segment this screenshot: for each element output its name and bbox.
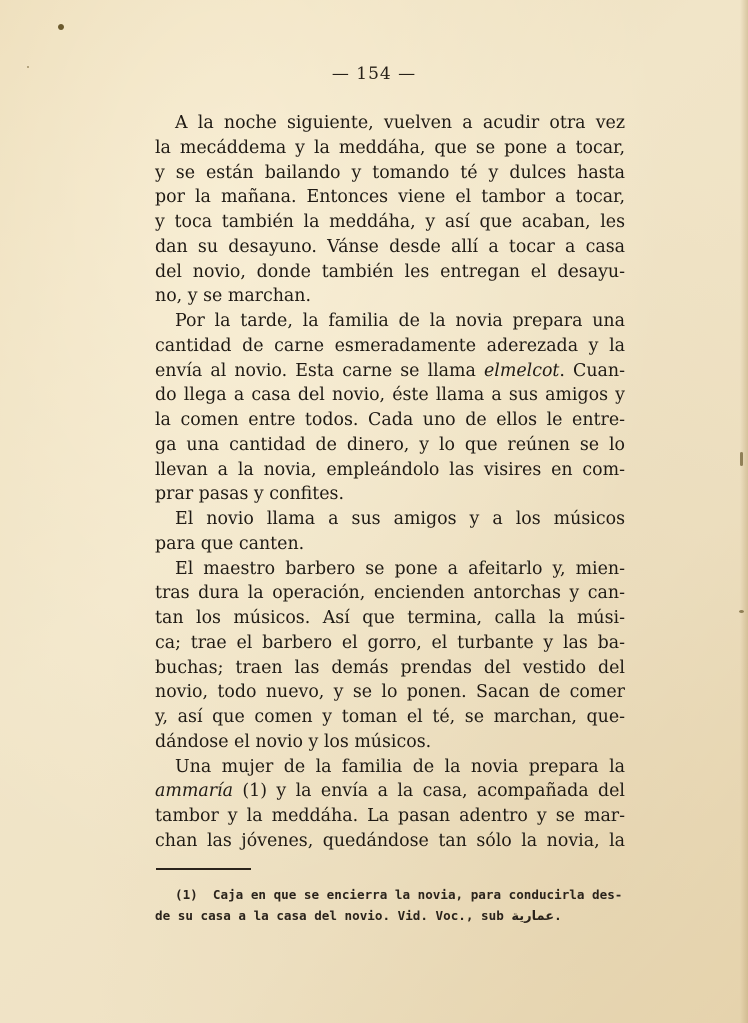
- text-segment: (1) y la envía a la casa, acompañada del: [232, 781, 625, 802]
- text-line: El maestro barbero se pone a afeitarlo y, mien-: [175, 558, 625, 579]
- text-line: y se están bailando y tomando té y dulces hasta: [155, 162, 625, 183]
- text-line: para que canten.: [155, 533, 305, 554]
- text-line: prar pasas y confites.: [155, 484, 344, 505]
- text-line: ga una cantidad de dinero, y lo que reúnen se lo: [155, 434, 625, 455]
- text-line: cantidad de carne esmeradamente aderezada y la: [155, 335, 625, 356]
- text-line: Por la tarde, la familia de la novia prepara una: [175, 311, 625, 331]
- text-line: por la mañana. Entonces viene el tambor a tocar,: [155, 187, 625, 208]
- italic-term: elmelcot: [484, 360, 560, 381]
- footnote-line: [155, 884, 625, 905]
- text-line: dan su desayuno. Vánse desde allí a tocar a casa: [155, 236, 625, 257]
- text-line: do llega a casa del novio, éste llama a sus amigos y: [155, 385, 625, 406]
- text-line: [155, 779, 625, 804]
- paper-speck: [58, 24, 64, 30]
- text-line: chan las jóvenes, quedándose tan sólo la novia, la: [155, 830, 625, 851]
- footnote-marker: (1): [175, 887, 198, 902]
- footnote-line: [155, 905, 625, 927]
- text-line: tras dura la operación, encienden antorchas y can-: [155, 583, 625, 604]
- text-line: no, y se marchan.: [155, 286, 312, 307]
- arabic-term: عمارية: [511, 909, 555, 924]
- footnote-divider: [156, 868, 251, 870]
- text-line: [155, 359, 625, 384]
- text-line: novio, todo nuevo, y se lo ponen. Sacan de comer: [155, 682, 625, 703]
- italic-term: ammaría: [155, 781, 233, 802]
- footnote-text: de su casa a la casa del novio. Vid. Voc., sub: [155, 908, 512, 923]
- text-line: El novio llama a sus amigos y a los músicos: [175, 509, 625, 529]
- text-line: Una mujer de la familia de la novia prepara la: [175, 756, 625, 777]
- text-line: tambor y la meddáha. La pasan adentro y se mar-: [155, 806, 625, 826]
- text-line: dándose el novio y los músicos.: [155, 731, 432, 752]
- footnote-text: Caja en que se encierra la novia, para conducirla des-: [212, 887, 623, 902]
- text-segment: envía al novio. Esta carne se llama: [155, 360, 485, 381]
- footnote: [155, 884, 625, 927]
- page-edge: [740, 0, 748, 1023]
- text-line: tan los músicos. Así que termina, calla la músi-: [155, 608, 625, 628]
- text-line: y toca también la meddáha, y así que acaban, les: [155, 212, 625, 232]
- page-number: — 154 —: [331, 64, 417, 84]
- text-line: A la noche siguiente, vuelven a acudir otra vez: [175, 113, 625, 133]
- text-line: llevan a la novia, empleándolo las visires en com-: [155, 459, 625, 480]
- text-segment: . Cuan-: [559, 360, 625, 381]
- paper-speck: [740, 452, 743, 466]
- footnote-punct: .: [554, 908, 562, 923]
- text-line: la mecáddema y la meddáha, que se pone a tocar,: [155, 137, 625, 158]
- text-line: buchas; traen las demás prendas del vestido del: [155, 657, 625, 678]
- text-line: del novio, donde también les entregan el desayu-: [155, 261, 625, 282]
- text-line: y, así que comen y toman el té, se marchan, que-: [155, 707, 625, 727]
- text-line: ca; trae el barbero el gorro, el turbante y las ba-: [155, 632, 625, 653]
- text-line: la comen entre todos. Cada uno de ellos le entre-: [155, 410, 625, 430]
- paper-speck: [739, 610, 744, 613]
- body-text: [155, 111, 625, 854]
